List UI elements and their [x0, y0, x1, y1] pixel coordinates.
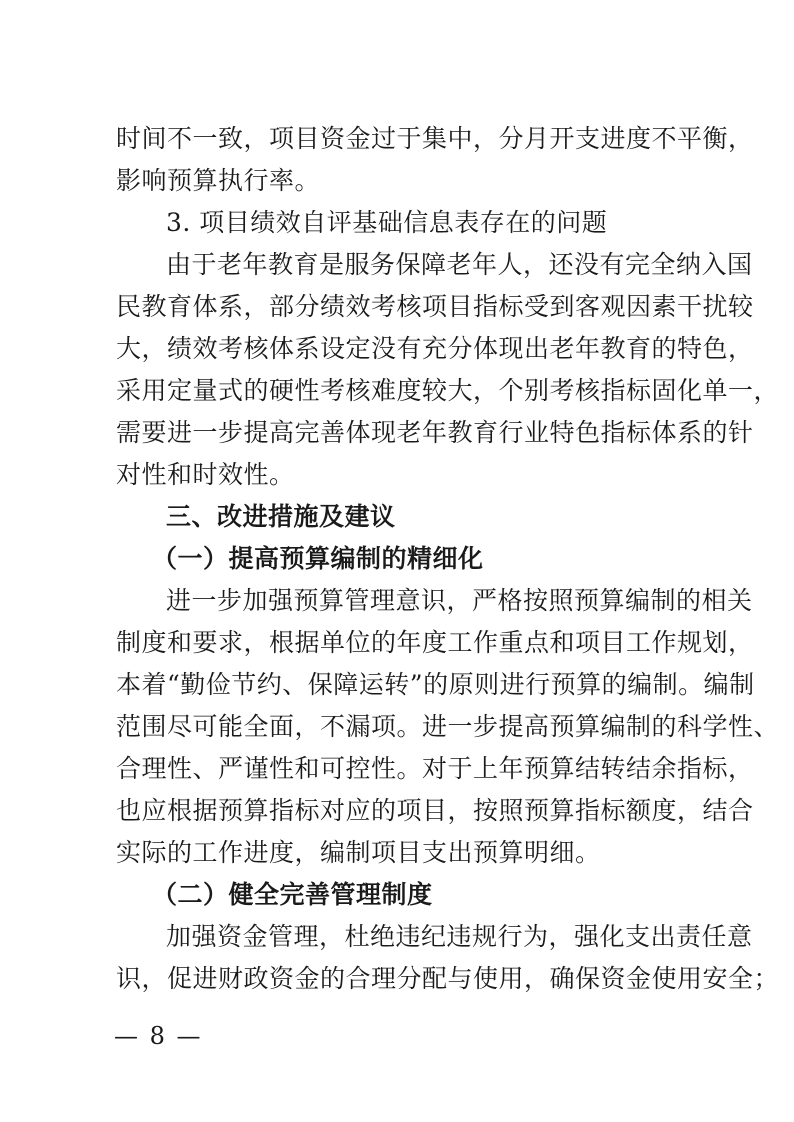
paragraph-line: 加强资金管理，杜绝违纪违规行为，强化支出责任意: [166, 922, 753, 951]
paragraph-line: 影响预算执行率。: [116, 166, 321, 195]
page-number: — 8 —: [114, 1022, 203, 1050]
subsection-heading: （二）健全完善管理制度: [152, 880, 433, 909]
paragraph-line: 时间不一致，项目资金过于集中，分月开支进度不平衡，: [116, 124, 754, 153]
paragraph-line: 合理性、严谨性和可控性。对于上年预算结转结余指标，: [116, 754, 754, 783]
paragraph-line: 由于老年教育是服务保障老年人，还没有完全纳入国: [166, 250, 753, 279]
paragraph-line: 实际的工作进度，编制项目支出预算明细。: [116, 838, 601, 867]
paragraph-line: 需要进一步提高完善体现老年教育行业特色指标体系的针: [116, 418, 754, 447]
subsection-heading: （一）提高预算编制的精细化: [152, 544, 484, 573]
paragraph-line: 对性和时效性。: [116, 460, 295, 489]
paragraph-line: 制度和要求，根据单位的年度工作重点和项目工作规划，: [116, 628, 754, 657]
paragraph-line: 识，促进财政资金的合理分配与使用，确保资金使用安全；: [116, 964, 780, 993]
paragraph-line: 大，绩效考核体系设定没有充分体现出老年教育的特色，: [116, 334, 754, 363]
paragraph-line: 也应根据预算指标对应的项目，按照预算指标额度，结合: [116, 796, 754, 825]
body-text: [116, 118, 780, 1000]
paragraph-line: 进一步加强预算管理意识，严格按照预算编制的相关: [166, 586, 753, 615]
paragraph-line: 本着“勤俭节约、保障运转”的原则进行预算的编制。编制: [116, 670, 755, 699]
paragraph-line: 范围尽可能全面，不漏项。进一步提高预算编制的科学性、: [116, 712, 780, 741]
paragraph-line: 民教育体系，部分绩效考核项目指标受到客观因素干扰较: [116, 292, 754, 321]
section-heading: 三、改进措施及建议: [166, 502, 396, 531]
subsection-heading: 3. 项目绩效自评基础信息表存在的问题: [166, 208, 608, 237]
paragraph-line: 采用定量式的硬性考核难度较大，个别考核指标固化单一，: [116, 376, 780, 405]
